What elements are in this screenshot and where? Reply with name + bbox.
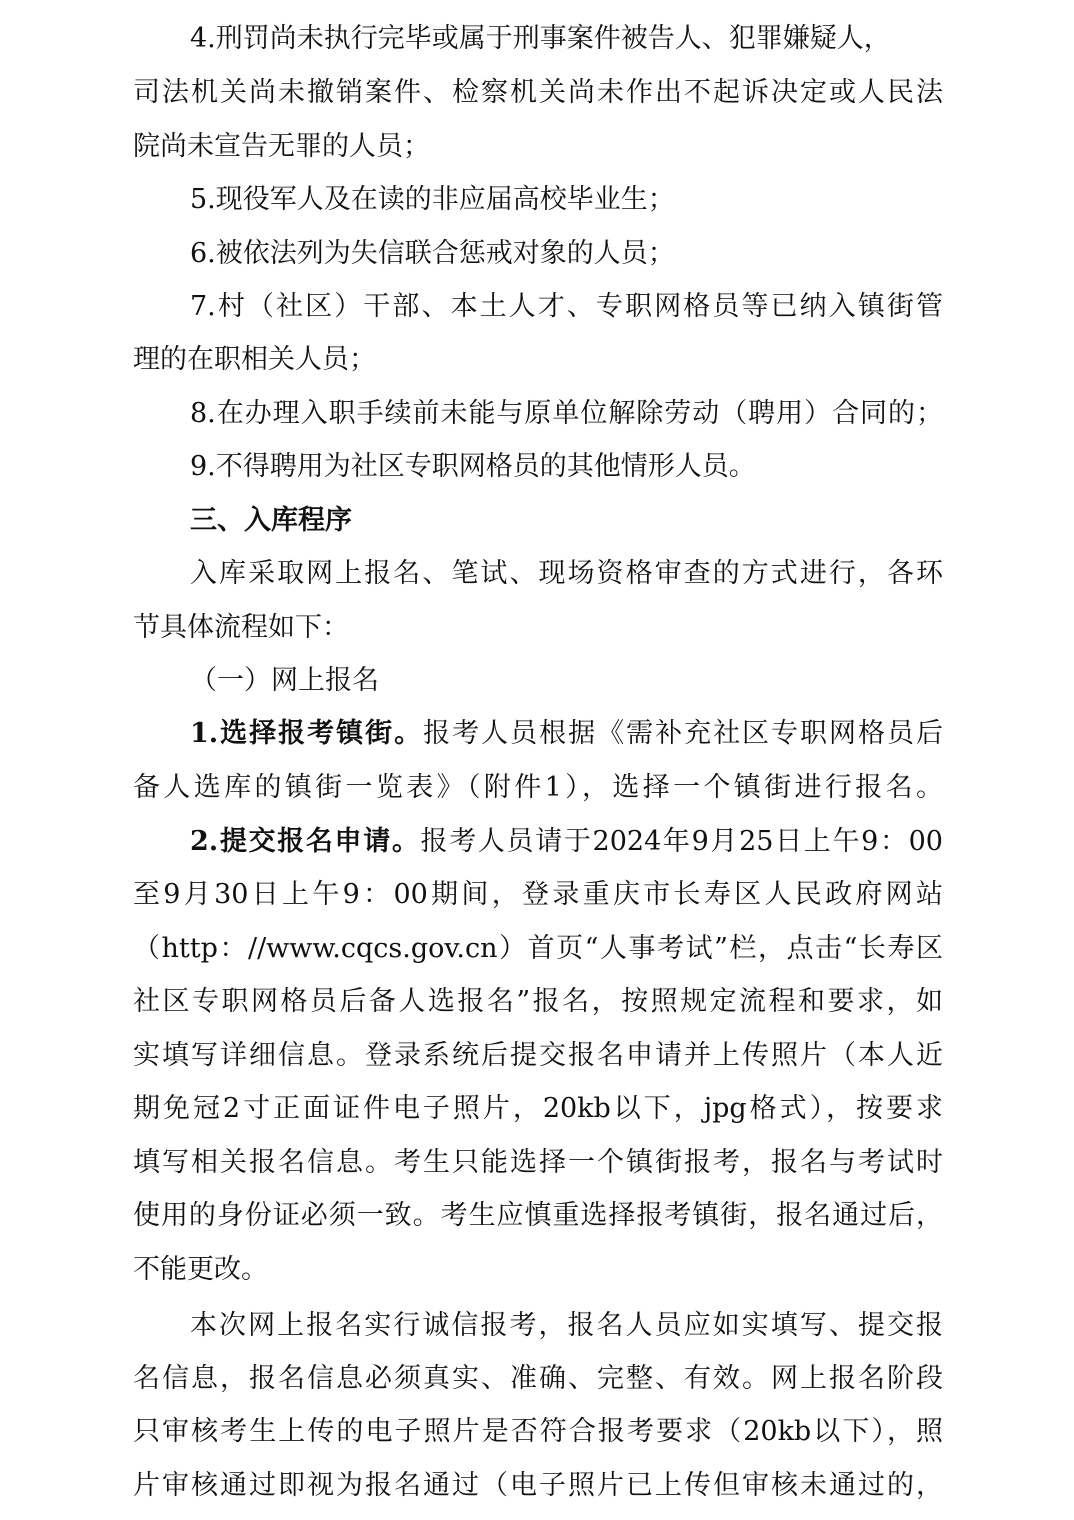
bold-lead: 2.提交报名申请。: [190, 826, 421, 857]
text-line: 不能更改。: [133, 1254, 268, 1285]
text-line: 5.现役军人及在读的非应届高校毕业生；: [190, 184, 675, 215]
line-rest: 报考人员根据《需补充社区专职网格员后: [423, 718, 943, 749]
line-rest: 报考人员请于2024年9月25日上午9：00: [420, 826, 943, 857]
text-line: 7.村（社区）干部、本土人才、专职网格员等已纳入镇街管: [190, 291, 943, 322]
text-line: [190, 820, 943, 864]
text-line: 社区专职网格员后备人选报名”报名，按照规定流程和要求，如: [133, 986, 943, 1017]
text-line: 片审核通过即视为报名通过（电子照片已上传但审核未通过的，: [133, 1470, 943, 1501]
text-line: 节具体流程如下：: [133, 612, 349, 643]
text-line: 期免冠2寸正面证件电子照片，20kb以下，jpg格式），按要求: [133, 1093, 943, 1124]
section-heading: 三、入库程序: [190, 505, 352, 536]
text-line: 使用的身份证必须一致。考生应慎重选择报考镇街，报名通过后，: [133, 1200, 943, 1231]
text-line: 实填写详细信息。登录系统后提交报名申请并上传照片（本人近: [133, 1040, 943, 1071]
text-line: 只审核考生上传的电子照片是否符合报考要求（20kb以下），照: [133, 1416, 943, 1447]
text-line: 理的在职相关人员；: [133, 344, 376, 375]
text-line: 司法机关尚未撤销案件、检察机关尚未作出不起诉决定或人民法: [133, 77, 943, 108]
text-line: 9.不得聘用为社区专职网格员的其他情形人员。: [190, 451, 756, 482]
text-line: [190, 712, 943, 756]
text-line: 本次网上报名实行诚信报考，报名人员应如实填写、提交报: [190, 1310, 943, 1341]
text-line: （http：//www.cqcs.gov.cn）首页“人事考试”栏，点击“长寿区: [133, 933, 943, 964]
bold-lead: 1.选择报考镇街。: [190, 718, 424, 749]
text-line: 至9月30日上午9：00期间，登录重庆市长寿区人民政府网站: [133, 879, 943, 910]
text-line: 院尚未宣告无罪的人员；: [133, 131, 430, 162]
text-line: 6.被依法列为失信联合惩戒对象的人员；: [190, 238, 675, 269]
text-line: 名信息，报名信息必须真实、准确、完整、有效。网上报名阶段: [133, 1363, 943, 1394]
subsection-heading: （一）网上报名: [190, 665, 379, 696]
text-line: 8.在办理入职手续前未能与原单位解除劳动（聘用）合同的；: [190, 398, 943, 429]
text-line: 填写相关报名信息。考生只能选择一个镇街报考，报名与考试时: [133, 1147, 943, 1178]
text-line: 入库采取网上报名、笔试、现场资格审查的方式进行，各环: [190, 558, 943, 589]
text-line: 4.刑罚尚未执行完毕或属于刑事案件被告人、犯罪嫌疑人，: [190, 23, 891, 54]
text-line: 备人选库的镇街一览表》（附件1），选择一个镇街进行报名。: [133, 772, 943, 803]
